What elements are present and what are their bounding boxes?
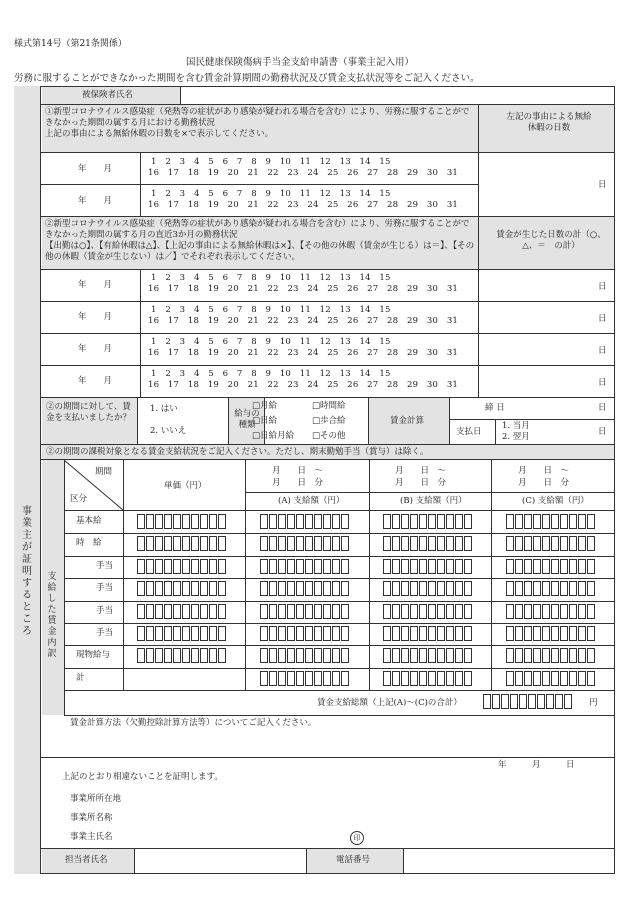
contact-name-label: 担当者氏名 bbox=[65, 855, 108, 865]
amount-boxes[interactable] bbox=[260, 626, 350, 641]
wage-calc-label: 賃金計算 bbox=[390, 416, 425, 426]
amount-boxes[interactable] bbox=[260, 671, 350, 686]
period-text-b: 月 日 ～ bbox=[395, 466, 447, 476]
divider bbox=[41, 757, 615, 758]
days-line1: 1 2 3 4 5 6 7 8 9 10 11 12 13 14 15 bbox=[151, 305, 391, 315]
days-line2: 16 17 18 19 20 21 22 23 24 25 26 27 28 29 30 31 bbox=[148, 200, 459, 210]
instruction: 労務に服することができなかった期間を含む賃金計算期間の勤務状況及び賃金支払状況等をご記入ください。 bbox=[14, 73, 480, 84]
divider bbox=[64, 578, 615, 579]
pay-type-other[interactable]: □その他 bbox=[312, 431, 346, 441]
pay-type-hourly[interactable]: □時間給 bbox=[312, 401, 346, 411]
divider bbox=[41, 365, 615, 366]
ym-label: 年 月 bbox=[78, 376, 113, 386]
days-line2: 16 17 18 19 20 21 22 23 24 25 26 27 28 29 30 31 bbox=[148, 316, 459, 326]
days-line2: 16 17 18 19 20 21 22 23 24 25 26 27 28 29 30 31 bbox=[148, 168, 459, 178]
divider bbox=[137, 398, 138, 444]
divider bbox=[245, 492, 614, 493]
insured-name-field[interactable] bbox=[181, 87, 614, 104]
amount-boxes[interactable] bbox=[383, 559, 473, 574]
pay-type-monthly[interactable]: □月給 bbox=[252, 401, 278, 411]
amount-boxes[interactable] bbox=[506, 648, 596, 663]
period-text2-b: 月 日 分 bbox=[395, 478, 447, 488]
amount-boxes[interactable] bbox=[506, 559, 596, 574]
pay-type-label: 給与の種類 bbox=[234, 409, 260, 430]
amount-boxes[interactable] bbox=[383, 536, 473, 551]
row-label: 手当 bbox=[96, 605, 114, 616]
divider bbox=[449, 419, 615, 420]
section1-right-label: 左記の事由による無給休暇の日数 bbox=[506, 112, 592, 133]
total-label: 賃金支給総額（上記(A)～(C)の合計） bbox=[317, 698, 462, 708]
date-line: 年 月 日 bbox=[498, 760, 575, 770]
divider bbox=[140, 153, 141, 217]
calc-method-label: 賃金計算方法（欠勤控除計算方法等）についてご記入ください。 bbox=[70, 718, 317, 728]
amount-boxes[interactable] bbox=[260, 514, 350, 529]
phone-label: 電話番号 bbox=[336, 855, 371, 865]
amount-boxes[interactable] bbox=[383, 671, 473, 686]
amount-boxes[interactable] bbox=[506, 514, 596, 529]
amount-boxes[interactable] bbox=[260, 648, 350, 663]
section2-text: ②新型コロナウイルス感染症（発熱等の症状があり感染が疑われる場合を含む）により、労務に服することができなかった期間の属する月の直近3か月の勤務状況 bbox=[45, 219, 470, 240]
amount-boxes[interactable] bbox=[260, 581, 350, 596]
amount-boxes[interactable] bbox=[137, 514, 227, 529]
days-line1: 1 2 3 4 5 6 7 8 9 10 11 12 13 14 15 bbox=[151, 157, 391, 167]
row-label: 時 給 bbox=[76, 538, 102, 549]
divider bbox=[369, 460, 370, 690]
period-text2-a: 月 日 分 bbox=[272, 478, 324, 488]
days-line1: 1 2 3 4 5 6 7 8 9 10 11 12 13 14 15 bbox=[151, 273, 391, 283]
days-line2: 16 17 18 19 20 21 22 23 24 25 26 27 28 29 30 31 bbox=[148, 284, 459, 294]
certify-text: 上記のとおり相違ないことを証明します。 bbox=[62, 772, 223, 782]
amount-boxes[interactable] bbox=[506, 671, 596, 686]
row-label: 手当 bbox=[96, 560, 114, 571]
days-line1: 1 2 3 4 5 6 7 8 9 10 11 12 13 14 15 bbox=[151, 337, 391, 347]
day-unit: 日 bbox=[598, 403, 607, 413]
amount-boxes[interactable] bbox=[137, 648, 227, 663]
amount-boxes[interactable] bbox=[260, 536, 350, 551]
amount-boxes[interactable] bbox=[506, 581, 596, 596]
row-label: 手当 bbox=[96, 628, 114, 638]
owner-name-label: 事業主氏名 bbox=[70, 832, 113, 842]
divider bbox=[478, 217, 479, 398]
form-number: 様式第14号（第21条関係） bbox=[14, 39, 127, 49]
day-unit: 日 bbox=[598, 180, 607, 190]
amount-boxes[interactable] bbox=[383, 648, 473, 663]
day-unit: 日 bbox=[598, 314, 607, 324]
day-unit: 日 bbox=[598, 427, 607, 437]
day-unit: 日 bbox=[598, 346, 607, 356]
amount-boxes[interactable] bbox=[383, 581, 473, 596]
divider bbox=[41, 333, 615, 334]
divider bbox=[245, 460, 246, 690]
row-label: 計 bbox=[76, 672, 85, 683]
closing-day-label: 締 日 bbox=[485, 403, 505, 413]
divider bbox=[41, 301, 615, 302]
form-title: 国民健康保険傷病手当金支給申請書（事業主記入用） bbox=[186, 57, 415, 68]
amount-boxes[interactable] bbox=[383, 626, 473, 641]
unit-price-label: 単価（円） bbox=[164, 481, 207, 491]
ym-label: 年 月 bbox=[78, 312, 113, 322]
divider bbox=[64, 601, 615, 602]
divider bbox=[41, 269, 615, 270]
divider bbox=[64, 715, 615, 716]
day-unit: 日 bbox=[598, 282, 607, 292]
pay-day-next-month[interactable]: 2. 翌月 bbox=[502, 432, 530, 442]
row-label: 基本給 bbox=[76, 516, 102, 526]
pay-type-daily[interactable]: □日給 bbox=[252, 416, 278, 426]
divider bbox=[64, 645, 615, 646]
divider bbox=[123, 460, 124, 690]
divider bbox=[495, 420, 496, 444]
ym-label: 年 月 bbox=[78, 196, 113, 206]
divider bbox=[41, 459, 615, 460]
divider bbox=[64, 556, 615, 557]
side-label: 事業主が証明するところ bbox=[22, 506, 32, 637]
day-unit: 日 bbox=[598, 378, 607, 388]
no-option[interactable]: 2. いいえ bbox=[150, 426, 187, 436]
period-text-a: 月 日 ～ bbox=[272, 466, 324, 476]
wage-side-label: 支給した賃金内訳 bbox=[47, 572, 57, 659]
row-label: 手当 bbox=[96, 583, 114, 594]
divider bbox=[41, 152, 615, 153]
row-label: 現物給与 bbox=[76, 650, 111, 661]
divider bbox=[64, 668, 615, 669]
amount-boxes[interactable] bbox=[260, 604, 350, 619]
divider bbox=[403, 849, 404, 873]
amount-boxes[interactable] bbox=[137, 559, 227, 574]
amount-boxes[interactable] bbox=[506, 626, 596, 641]
divider bbox=[41, 184, 478, 185]
category-label: 区分 bbox=[70, 494, 88, 504]
ym-label: 年 月 bbox=[78, 164, 113, 174]
col-a-label: (A) 支給額（円） bbox=[278, 496, 345, 506]
amount-boxes[interactable] bbox=[383, 604, 473, 619]
divider bbox=[134, 849, 135, 873]
seal-mark: 印 bbox=[350, 831, 364, 845]
section1-text2: 上記の事由による無給休暇の日数を×で表示してください。 bbox=[45, 129, 274, 139]
divider bbox=[64, 533, 615, 534]
days-line2: 16 17 18 19 20 21 22 23 24 25 26 27 28 29 30 31 bbox=[148, 380, 459, 390]
insured-name-label: 被保険者氏名 bbox=[82, 90, 134, 100]
pay-type-commission[interactable]: □歩合給 bbox=[312, 416, 346, 426]
days-line1: 1 2 3 4 5 6 7 8 9 10 11 12 13 14 15 bbox=[151, 369, 391, 379]
ym-label: 年 月 bbox=[78, 280, 113, 290]
days-line1: 1 2 3 4 5 6 7 8 9 10 11 12 13 14 15 bbox=[151, 189, 391, 199]
side-band bbox=[14, 86, 41, 874]
amount-boxes[interactable] bbox=[137, 536, 227, 551]
pay-day-label: 支払日 bbox=[456, 427, 482, 437]
pay-question: ②の期間に対して、賃金を支払いましたか？ bbox=[46, 402, 132, 423]
yes-option[interactable]: 1. はい bbox=[150, 404, 178, 414]
amount-boxes[interactable] bbox=[260, 559, 350, 574]
amount-boxes[interactable] bbox=[506, 604, 596, 619]
office-name-label: 事業所名称 bbox=[70, 813, 113, 823]
period-label: 期間 bbox=[95, 467, 113, 477]
pay-type-daily-monthly[interactable]: □日給月給 bbox=[252, 431, 295, 441]
divider bbox=[140, 270, 141, 398]
divider bbox=[64, 690, 615, 691]
section1-text: ①新型コロナウイルス感染症（発熱等の症状があり感染が疑われる場合を含む）により、労務に服することができなかった期間の属する月における勤務状況 bbox=[45, 107, 470, 128]
yen-unit: 円 bbox=[589, 698, 598, 708]
taxable-note: ②の期間の課税対象となる賃金支給状況をご記入ください。ただし、期末勤勉手当（賞与）は除く。 bbox=[46, 447, 429, 457]
divider bbox=[491, 460, 492, 690]
total-boxes[interactable] bbox=[483, 694, 573, 709]
section2-right-label: 賃金が生じた日数の計（○、△、＝ の計） bbox=[496, 230, 606, 251]
divider bbox=[64, 510, 615, 511]
amount-boxes[interactable] bbox=[506, 536, 596, 551]
period-text-c: 月 日 ～ bbox=[518, 466, 570, 476]
period-text2-c: 月 日 分 bbox=[518, 478, 570, 488]
col-c-label: (C) 支給額（円） bbox=[522, 496, 589, 506]
pay-day-this-month[interactable]: 1. 当月 bbox=[502, 421, 530, 431]
office-address-label: 事業所所在地 bbox=[70, 794, 122, 804]
amount-boxes[interactable] bbox=[137, 581, 227, 596]
amount-boxes[interactable] bbox=[137, 626, 227, 641]
section2-text2: 【出勤は○】、【有給休暇は△】、【上記の事由による無給休暇は×】、【その他の休暇（賃金が生じる）は＝】、【その他の休暇（賃金が生じない）は／】でそれぞれ表示してください。 bbox=[45, 241, 475, 262]
amount-boxes[interactable] bbox=[137, 604, 227, 619]
ym-label: 年 月 bbox=[78, 344, 113, 354]
divider bbox=[64, 623, 615, 624]
days-line2: 16 17 18 19 20 21 22 23 24 25 26 27 28 29 30 31 bbox=[148, 348, 459, 358]
amount-boxes[interactable] bbox=[383, 514, 473, 529]
divider bbox=[449, 398, 450, 444]
col-b-label: (B) 支給額（円） bbox=[400, 496, 467, 506]
